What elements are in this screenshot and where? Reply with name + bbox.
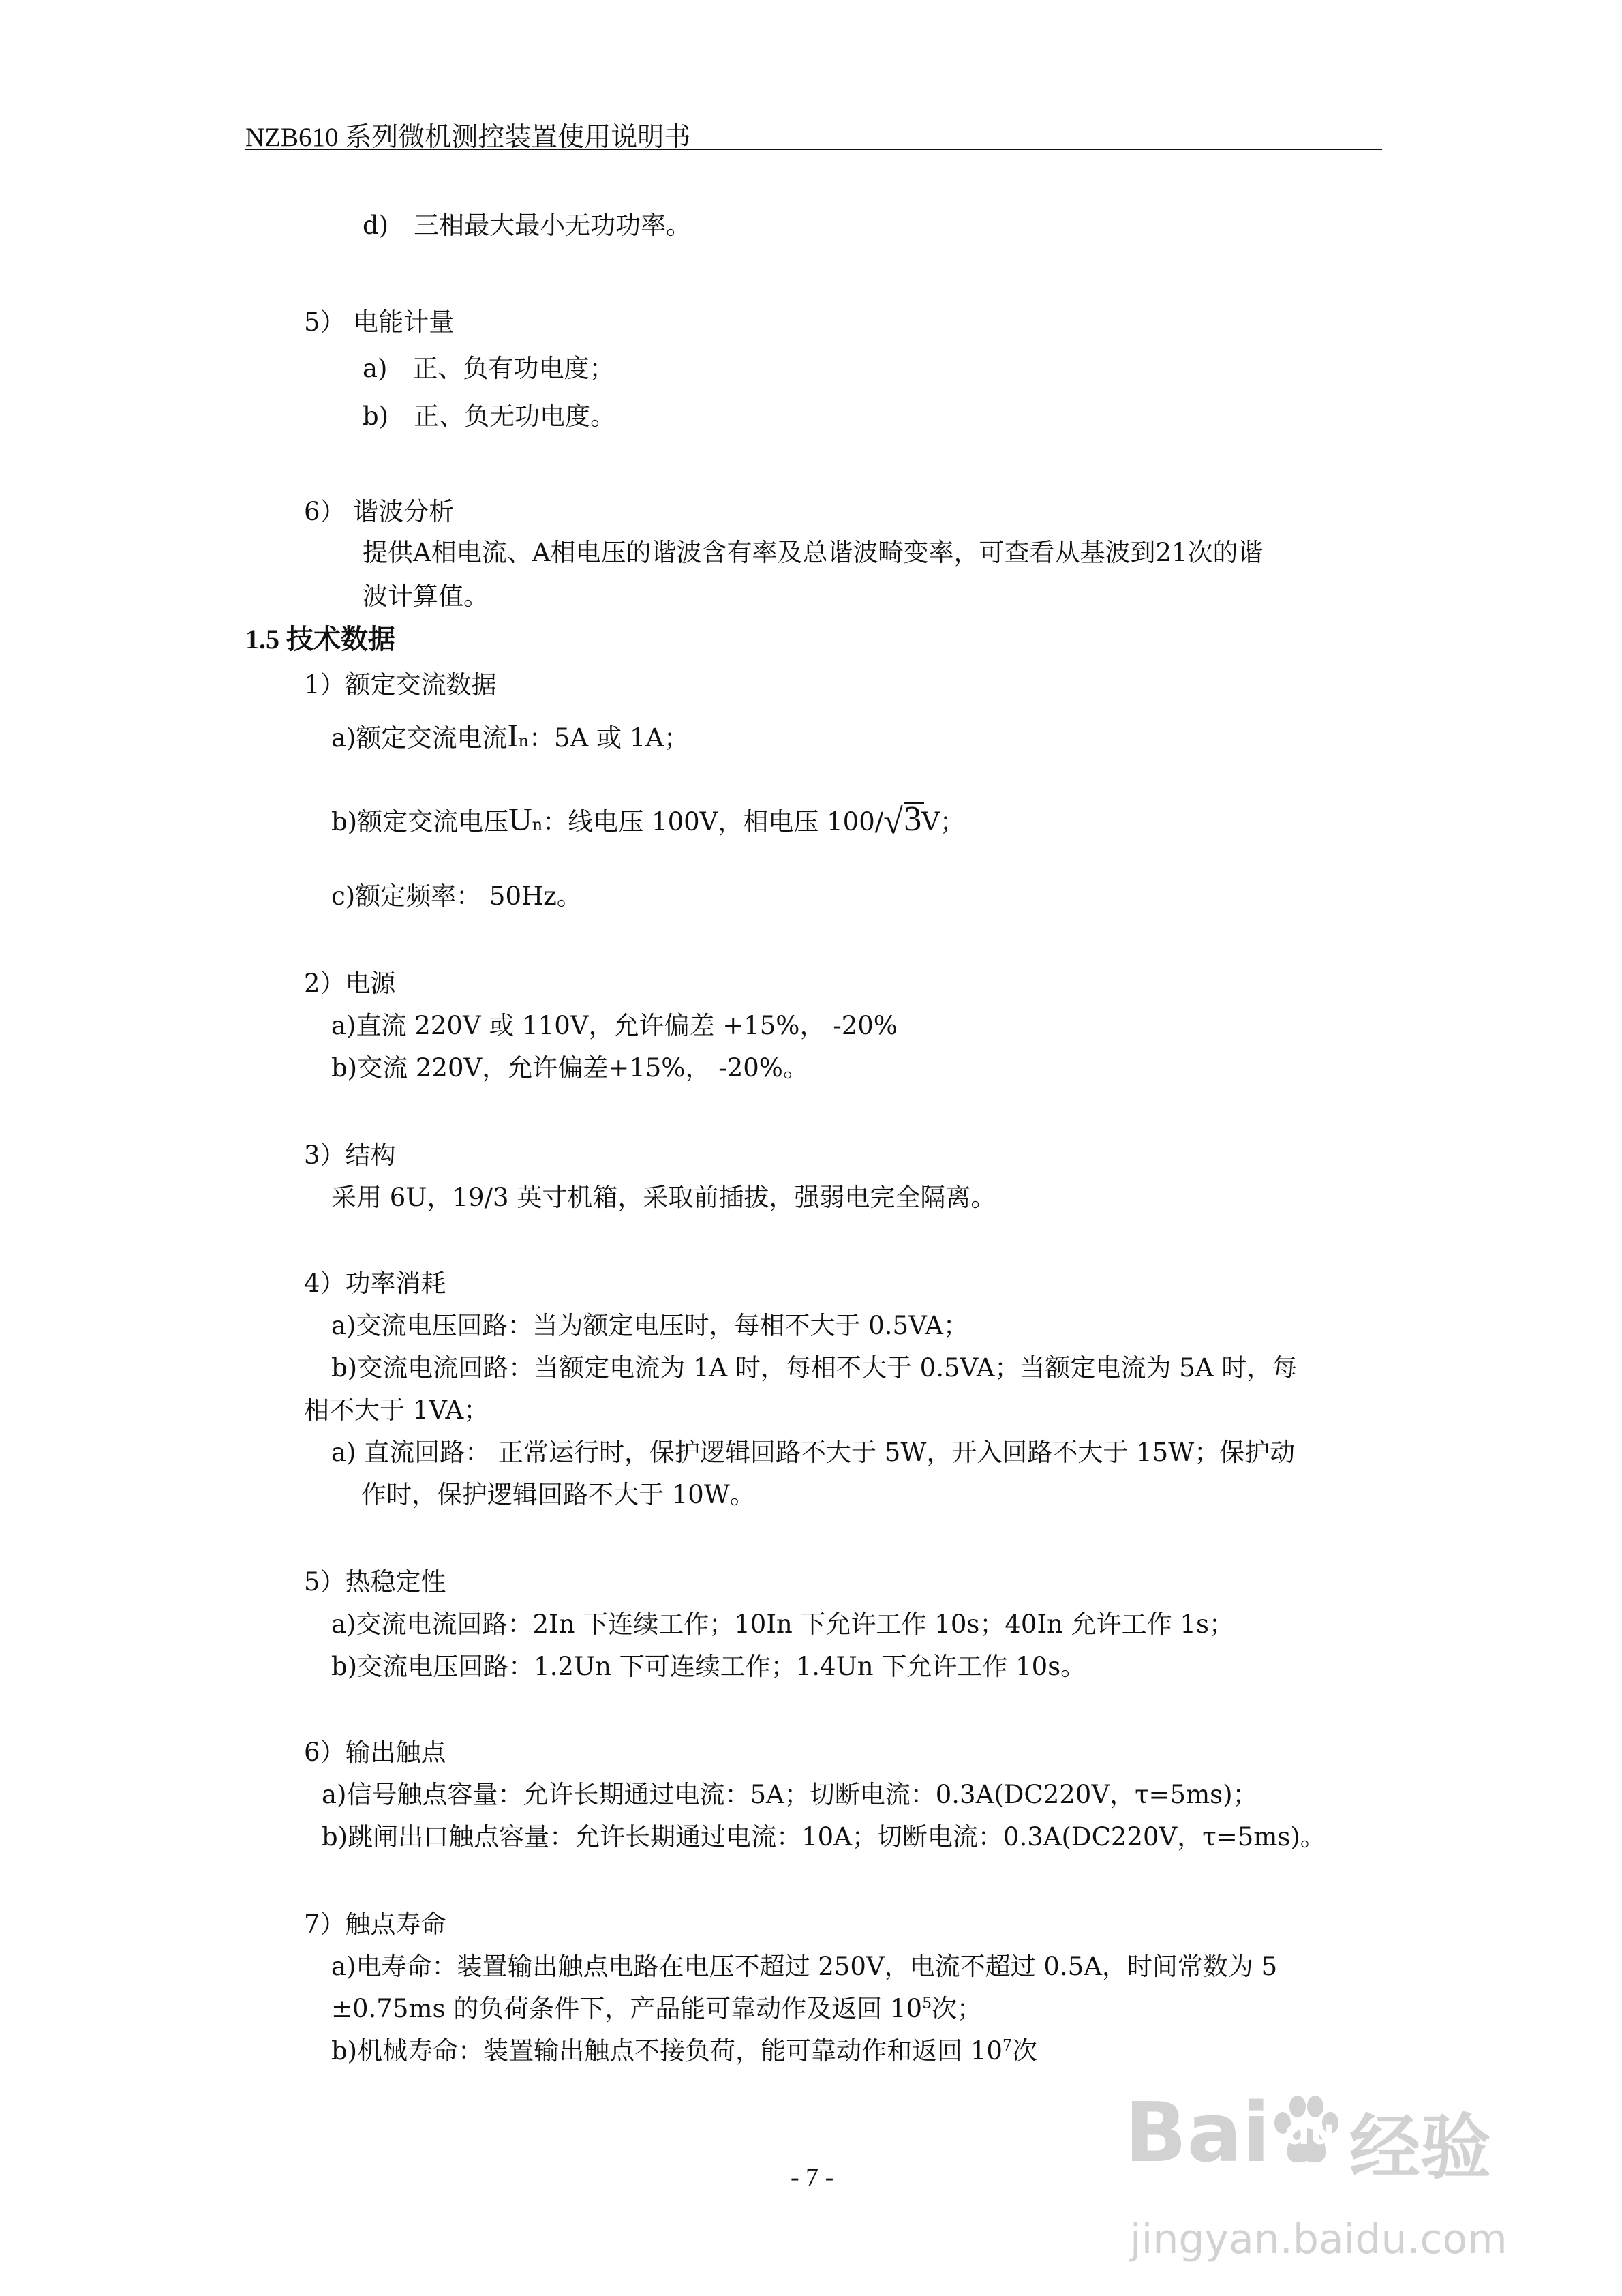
contact-life-electrical-line-1: a)电寿命：装置输出触点电路在电压不超过 250V，电流不超过 0.5A，时间常数为 5 <box>331 1952 1278 1981</box>
watermark <box>1124 2086 1602 2284</box>
rated-voltage-label: b)额定交流电压 <box>331 807 509 836</box>
voltage-symbol: U <box>508 802 532 838</box>
square-root-symbol: √ 3 <box>883 799 921 839</box>
thermal-ac-voltage: b)交流电压回路：1.2Un 下可连续工作；1.4Un 下允许工作 10s。 <box>331 1652 1086 1681</box>
contact-life-mechanical <box>331 2030 1037 2067</box>
contacts-signal-capacity: a)信号触点容量：允许长期通过电流：5A；切断电流：0.3A(DC220V，τ=5ms)； <box>322 1780 1258 1809</box>
rated-current-label: a)额定交流电流 <box>331 723 508 753</box>
rated-voltage-values: ：线电压 100V，相电压 100/ <box>542 807 884 836</box>
section-title-tech-data: 1.5 技术数据 <box>245 624 395 654</box>
header-rule <box>245 149 1382 150</box>
rated-ac-current <box>331 717 689 755</box>
mechanical-life-text: b)机械寿命：装置输出触点不接负荷，能可靠动作和返回 10 <box>331 2036 1003 2066</box>
power-supply-ac: b)交流 220V，允许偏差+15%， -20%。 <box>331 1053 808 1083</box>
document-header-title: NZB610 系列微机测控装置使用说明书 <box>245 123 691 152</box>
watermark-brand-bai: Bai <box>1124 2086 1270 2181</box>
structure-body: 采用 6U，19/3 英寸机箱，采取前插拔，强弱电完全隔离。 <box>331 1183 996 1212</box>
consumption-ac-current-line-2: 相不大于 1VA； <box>304 1395 489 1425</box>
heading-energy-metering: 5） 电能计量 <box>304 307 455 337</box>
electrical-life-suffix: 次； <box>932 1994 983 2023</box>
power-supply-dc: a)直流 220V 或 110V，允许偏差 +15%， -20% <box>331 1011 898 1040</box>
item-b-reactive-energy: b) 正、负无功电度。 <box>363 402 616 431</box>
harmonic-body-line-1: 提供A相电流、A相电压的谐波含有率及总谐波畸变率，可查看从基波到21次的谐 <box>363 538 1264 567</box>
contacts-trip-capacity: b)跳闸出口触点容量：允许长期通过电流：10A；切断电流：0.3A(DC220V，τ=5ms)。 <box>322 1822 1326 1852</box>
mechanical-life-exponent: 7 <box>1002 2037 1012 2055</box>
rated-ac-voltage <box>331 799 965 839</box>
square-root-radicand: 3 <box>904 800 922 839</box>
heading-contact-life: 7）触点寿命 <box>304 1909 446 1939</box>
heading-power-supply: 2）电源 <box>304 969 396 998</box>
watermark-brand-du: du <box>1285 2112 1336 2153</box>
heading-power-consumption: 4）功率消耗 <box>304 1269 446 1298</box>
heading-harmonic-analysis: 6） 谐波分析 <box>304 497 455 526</box>
contact-life-electrical-line-2 <box>331 1988 982 2025</box>
electrical-life-text: ±0.75ms 的负荷条件下，产品能可靠动作及返回 10 <box>331 1994 923 2023</box>
current-symbol: I <box>507 718 519 754</box>
rated-current-value: ：5A 或 1A； <box>528 723 689 753</box>
consumption-ac-current-line-1: b)交流电流回路：当额定电流为 1A 时，每相不大于 0.5VA；当额定电流为 5A 时，每 <box>331 1353 1298 1383</box>
watermark-brand-jingyan: 经验 <box>1349 2106 1492 2189</box>
heading-structure: 3）结构 <box>304 1141 396 1170</box>
electrical-life-exponent: 5 <box>922 1995 932 2012</box>
mechanical-life-suffix: 次 <box>1011 2036 1037 2066</box>
heading-thermal-stability: 5）热稳定性 <box>304 1567 446 1597</box>
consumption-ac-voltage: a)交流电压回路：当为额定电压时，每相不大于 0.5VA； <box>331 1311 969 1340</box>
rated-voltage-unit: V； <box>921 807 965 836</box>
voltage-subscript: n <box>532 815 543 834</box>
item-d-max-min-reactive-power: d) 三相最大最小无功功率。 <box>363 211 692 240</box>
heading-output-contacts: 6）输出触点 <box>304 1738 446 1767</box>
rated-frequency: c)额定频率： 50Hz。 <box>331 881 582 911</box>
thermal-ac-current: a)交流电流回路：2In 下连续工作；10In 下允许工作 10s；40In 允许工作 1s； <box>331 1610 1234 1639</box>
current-subscript: n <box>518 731 529 751</box>
item-a-active-energy: a) 正、负有功电度； <box>363 354 615 383</box>
page-number: - 7 - <box>791 2163 834 2192</box>
harmonic-body-line-2: 波计算值。 <box>363 581 489 611</box>
watermark-url: jingyan.baidu.com <box>1130 2216 1508 2263</box>
heading-rated-ac-data: 1）额定交流数据 <box>304 670 497 699</box>
consumption-dc-line-1: a) 直流回路： 正常运行时，保护逻辑回路不大于 5W，开入回路不大于 15W；保护动 <box>331 1438 1296 1467</box>
consumption-dc-line-2: 作时，保护逻辑回路不大于 10W。 <box>361 1480 755 1509</box>
